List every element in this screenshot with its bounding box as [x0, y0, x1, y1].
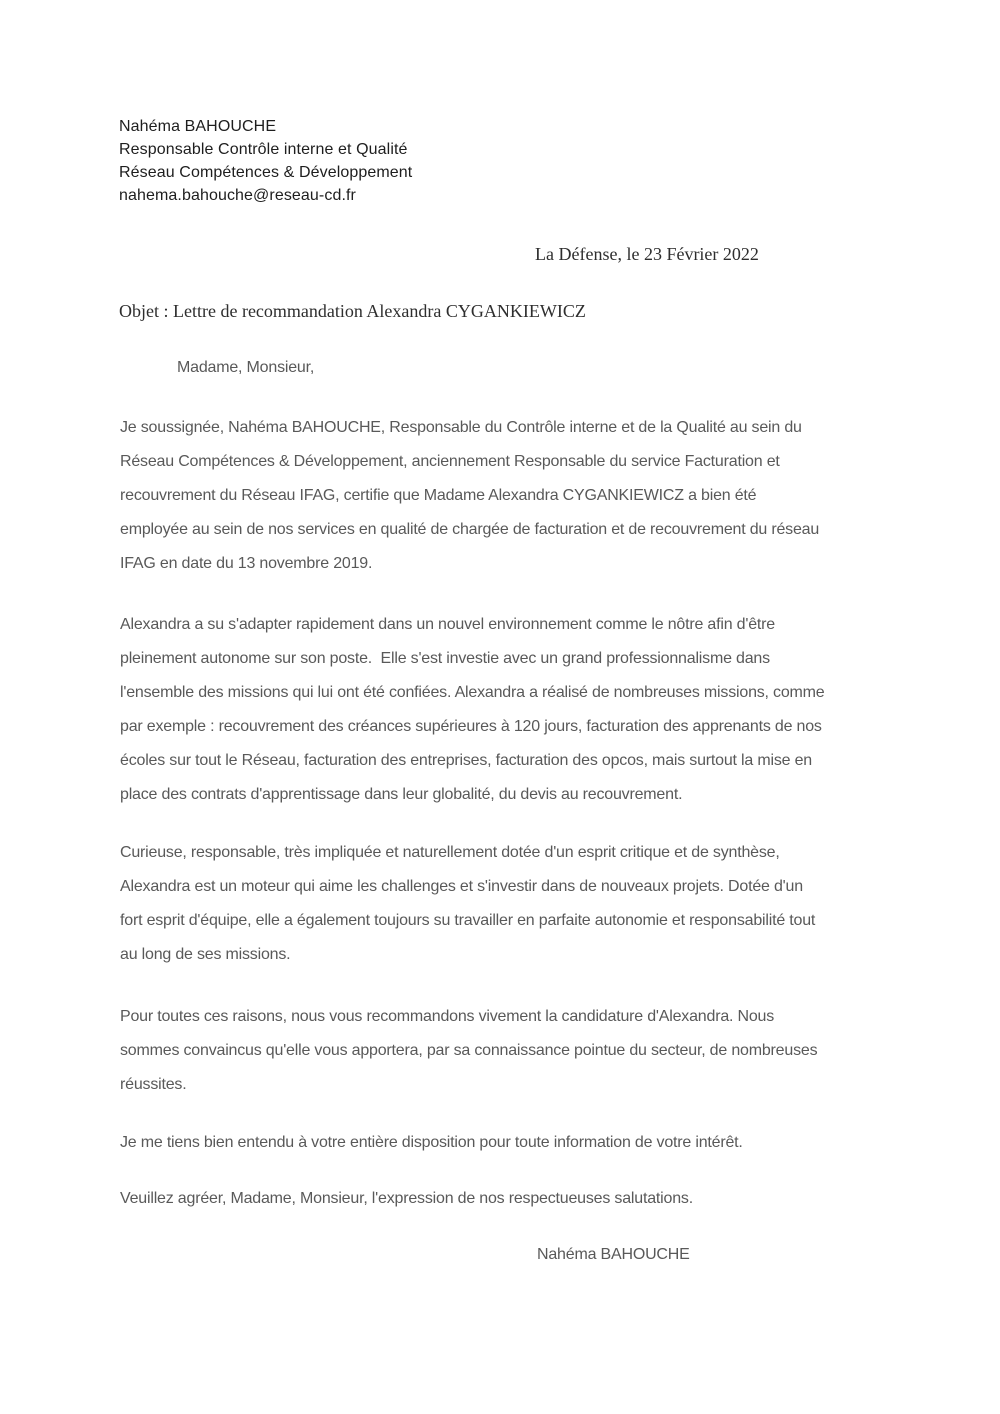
salutation: Madame, Monsieur,	[177, 359, 315, 376]
text-line: Alexandra a su s'adapter rapidement dans un nouvel environnement comme le nôtre afin d'être	[120, 616, 775, 633]
sender-company: Réseau Compétences & Développement	[119, 164, 413, 181]
paragraph-certification	[120, 411, 819, 581]
text-line: fort esprit d'équipe, elle a également toujours su travailler en parfaite autonomie et responsabilité tout	[120, 912, 816, 929]
date-line: La Défense, le 23 Février 2022	[535, 244, 759, 264]
text-line: Veuillez agréer, Madame, Monsieur, l'expression de nos respectueuses salutations.	[120, 1190, 693, 1207]
text-line: employée au sein de nos services en qualité de chargée de facturation et de recouvrement du réseau	[120, 521, 820, 538]
text-line: réussites.	[120, 1076, 187, 1093]
signature-name: Nahéma BAHOUCHE	[537, 1246, 690, 1263]
text-line: IFAG en date du 13 novembre 2019.	[120, 555, 373, 572]
text-line: sommes convaincus qu'elle vous apportera, par sa connaissance pointue du secteur, de nombreuses	[120, 1042, 818, 1059]
paragraph-recommendation	[120, 1000, 817, 1102]
text-line: l'ensemble des missions qui lui ont été confiées. Alexandra a réalisé de nombreuses missions, comme	[120, 684, 825, 701]
text-line: écoles sur tout le Réseau, facturation des entreprises, facturation des opcos, mais surtout la mise en	[120, 752, 812, 769]
text-line: Pour toutes ces raisons, nous vous recommandons vivement la candidature d'Alexandra. Nous	[120, 1008, 775, 1025]
sender-email: nahema.bahouche@reseau-cd.fr	[119, 187, 356, 204]
paragraph-availability	[120, 1126, 743, 1160]
sender-title: Responsable Contrôle interne et Qualité	[119, 141, 408, 158]
text-line: au long de ses missions.	[120, 946, 291, 963]
text-line: Curieuse, responsable, très impliquée et naturellement dotée d'un esprit critique et de synthèse,	[120, 844, 780, 861]
text-line: Je soussignée, Nahéma BAHOUCHE, Responsable du Contrôle interne et de la Qualité au sein du	[120, 419, 802, 436]
letterhead	[119, 115, 412, 207]
paragraph-qualities	[120, 836, 815, 972]
text-line: Je me tiens bien entendu à votre entière disposition pour toute information de votre intérêt.	[120, 1134, 743, 1151]
text-line: pleinement autonome sur son poste. Elle s'est investie avec un grand professionnalisme dans	[120, 650, 770, 667]
subject-line: Objet : Lettre de recommandation Alexandra CYGANKIEWICZ	[119, 301, 586, 321]
text-line: recouvrement du Réseau IFAG, certifie que Madame Alexandra CYGANKIEWICZ a bien été	[120, 487, 757, 504]
text-line: Alexandra est un moteur qui aime les challenges et s'investir dans de nouveaux projets. Dotée d'un	[120, 878, 803, 895]
text-line: Réseau Compétences & Développement, anciennement Responsable du service Facturation et	[120, 453, 780, 470]
paragraph-missions	[120, 608, 825, 812]
sender-name: Nahéma BAHOUCHE	[119, 118, 277, 135]
paragraph-closing-salutation	[120, 1182, 693, 1216]
text-line: par exemple : recouvrement des créances supérieures à 120 jours, facturation des apprenants de nos	[120, 718, 822, 735]
text-line: place des contrats d'apprentissage dans leur globalité, du devis au recouvrement.	[120, 786, 683, 803]
